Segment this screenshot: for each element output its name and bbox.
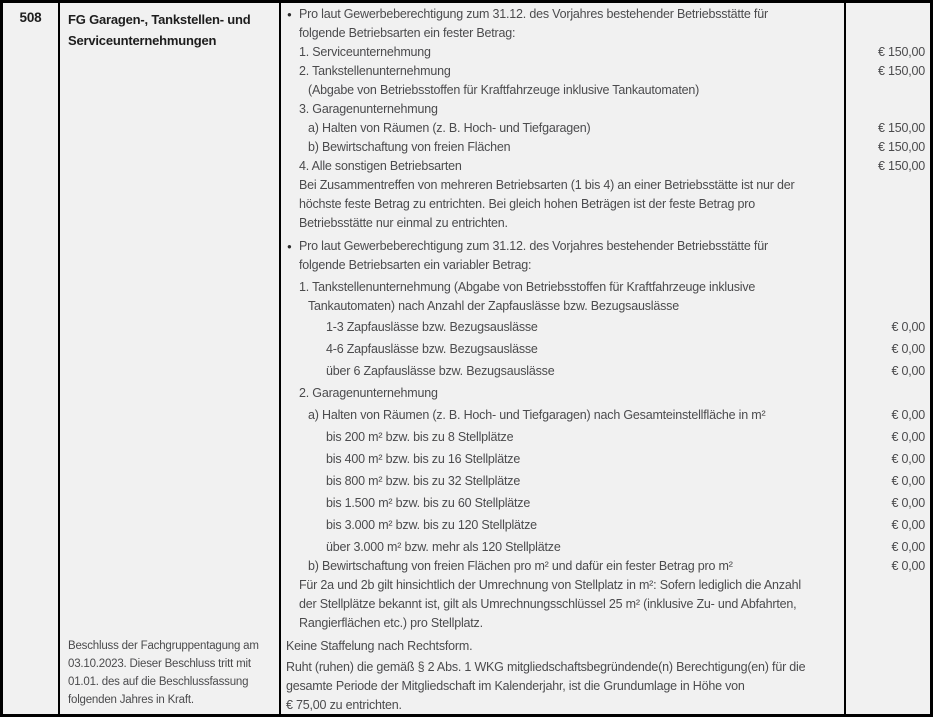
amount-value: € 0,00 xyxy=(891,364,925,378)
content-line xyxy=(281,494,930,513)
content-line-text: bis 200 m² bzw. bis zu 8 Stellplätze xyxy=(326,430,514,444)
amount-value: € 0,00 xyxy=(891,320,925,334)
amount-value: € 0,00 xyxy=(891,518,925,532)
content-line-text: b) Bewirtschaftung von freien Flächen xyxy=(308,140,511,154)
amount-value: € 0,00 xyxy=(891,559,925,573)
position-number-cell xyxy=(3,3,60,714)
content-line xyxy=(281,119,930,138)
position-number: 508 xyxy=(19,10,42,25)
content-line-text: € 75,00 zu entrichten. xyxy=(286,698,402,712)
content-line-text: Ruht (ruhen) die gemäß § 2 Abs. 1 WKG mitgliedschaftsbegründende(n) Berechtigung(en) für die xyxy=(286,660,806,674)
content-line xyxy=(281,43,930,62)
content-line-text: a) Halten von Räumen (z. B. Hoch- und Tiefgaragen) xyxy=(308,121,591,135)
content-line xyxy=(281,677,930,696)
content-line-text: 1. Tankstellenunternehmung (Abgabe von Betriebsstoffen für Kraftfahrzeuge inklusive xyxy=(299,280,756,294)
content-line xyxy=(281,278,930,297)
content-line-text: a) Halten von Räumen (z. B. Hoch- und Tiefgaragen) nach Gesamteinstellfläche in m² xyxy=(308,408,766,422)
amount-value: € 0,00 xyxy=(891,430,925,444)
group-title-line: Serviceunternehmungen xyxy=(68,33,217,48)
content-line xyxy=(281,5,930,24)
content-line-text: gesamte Periode der Mitgliedschaft im Kalenderjahr, ist die Grundumlage in Höhe von xyxy=(286,679,745,693)
content-line-text: über 3.000 m² bzw. mehr als 120 Stellplätze xyxy=(326,540,561,554)
content-line-text: (Abgabe von Betriebsstoffen für Kraftfahrzeuge inklusive Tankautomaten) xyxy=(308,83,700,97)
content-line xyxy=(281,24,930,43)
content-line-text: Keine Staffelung nach Rechtsform. xyxy=(286,639,473,653)
content-line-text: Für 2a und 2b gilt hinsichtlich der Umrechnung von Stellplatz in m²: Sofern lediglich die Anzahl xyxy=(299,578,801,592)
amount-value: € 0,00 xyxy=(891,452,925,466)
content-line-text: Betriebsstätte nur einmal zu entrichten. xyxy=(299,216,508,230)
amount-value: € 150,00 xyxy=(877,121,925,135)
amount-value: € 0,00 xyxy=(891,540,925,554)
content-line xyxy=(281,62,930,81)
content-line xyxy=(281,595,930,614)
content-line xyxy=(281,557,930,576)
content-line-text: 1-3 Zapfauslässe bzw. Bezugsauslässe xyxy=(326,320,538,334)
content-line xyxy=(281,384,930,403)
decision-note xyxy=(68,637,271,709)
content-line xyxy=(281,176,930,195)
content-line-text: 4-6 Zapfauslässe bzw. Bezugsauslässe xyxy=(326,342,538,356)
content-line xyxy=(281,297,930,316)
decision-note-line: folgenden Jahres in Kraft. xyxy=(68,694,194,706)
content-line xyxy=(281,516,930,535)
content-line-text: ● Pro laut Gewerbeberechtigung zum 31.12. des Vorjahres bestehender Betriebsstätte für xyxy=(281,5,846,24)
content-line-text: 2. Garagenunternehmung xyxy=(299,386,438,400)
decision-note-line: Beschluss der Fachgruppentagung am xyxy=(68,640,259,652)
content-line-text: Rangierflächen etc.) pro Stellplatz. xyxy=(299,616,483,630)
bullet-icon: ● xyxy=(287,10,292,19)
content-line xyxy=(281,450,930,469)
content-line xyxy=(281,256,930,275)
content-line xyxy=(281,472,930,491)
content-line-text: über 6 Zapfauslässe bzw. Bezugsauslässe xyxy=(326,364,555,378)
amount-value: € 0,00 xyxy=(891,496,925,510)
content-line xyxy=(281,696,930,715)
content-line-text: folgende Betriebsarten ein variabler Betrag: xyxy=(299,258,532,272)
content-line-text: bis 400 m² bzw. bis zu 16 Stellplätze xyxy=(326,452,521,466)
content-line xyxy=(281,138,930,157)
content-line-text: 3. Garagenunternehmung xyxy=(299,102,438,116)
content-line-text: der Stellplätze bekannt ist, gilt als Umrechnungsschlüssel 25 m² (inklusive Zu- und Abfahrten, xyxy=(299,597,797,611)
content-line xyxy=(281,576,930,595)
content-line-text: 2. Tankstellenunternehmung xyxy=(299,64,451,78)
content-line xyxy=(281,362,930,381)
content-line-text: 4. Alle sonstigen Betriebsarten xyxy=(299,159,462,173)
content-rows xyxy=(281,5,930,715)
content-line xyxy=(281,157,930,176)
content-line xyxy=(281,214,930,233)
content-line xyxy=(281,406,930,425)
content-line-text: Tankautomaten) nach Anzahl der Zapfauslässe bzw. Bezugsauslässe xyxy=(308,299,679,313)
decision-note-line: 03.10.2023. Dieser Beschluss tritt mit xyxy=(68,658,251,670)
content-line-text: 1. Serviceunternehmung xyxy=(299,45,431,59)
bullet-icon: ● xyxy=(287,242,292,251)
content-line xyxy=(281,195,930,214)
content-line xyxy=(281,100,930,119)
content-line xyxy=(281,658,930,677)
content-line-text: folgende Betriebsarten ein fester Betrag: xyxy=(299,26,516,40)
content-line-text: bis 3.000 m² bzw. bis zu 120 Stellplätze xyxy=(326,518,537,532)
content-line-text: b) Bewirtschaftung von freien Flächen pro m² und dafür ein fester Betrag pro m² xyxy=(308,559,733,573)
content-line xyxy=(281,318,930,337)
group-title-line: FG Garagen-, Tankstellen- und xyxy=(68,12,251,27)
amount-value: € 150,00 xyxy=(877,64,925,78)
content-line xyxy=(281,637,930,656)
content-line-text: bis 800 m² bzw. bis zu 32 Stellplätze xyxy=(326,474,521,488)
content-line xyxy=(281,614,930,633)
amount-value: € 150,00 xyxy=(877,45,925,59)
amount-value: € 150,00 xyxy=(877,140,925,154)
decision-note-line: 01.01. des auf die Beschlussfassung xyxy=(68,676,249,688)
amount-value: € 0,00 xyxy=(891,474,925,488)
content-line xyxy=(281,340,930,359)
group-title-cell xyxy=(60,3,281,714)
content-line-text: höchste feste Betrag zu entrichten. Bei gleich hohen Beträgen ist der feste Betrag pro xyxy=(299,197,756,211)
content-line xyxy=(281,237,930,256)
content-line-text: ● Pro laut Gewerbeberechtigung zum 31.12. des Vorjahres bestehender Betriebsstätte für xyxy=(281,237,846,256)
amount-value: € 150,00 xyxy=(877,159,925,173)
content-line-text: bis 1.500 m² bzw. bis zu 60 Stellplätze xyxy=(326,496,531,510)
content-line xyxy=(281,81,930,100)
content-line xyxy=(281,538,930,557)
content-cell xyxy=(281,3,930,714)
amount-value: € 0,00 xyxy=(891,408,925,422)
content-line xyxy=(281,428,930,447)
group-title xyxy=(68,9,271,51)
content-line-text: Bei Zusammentreffen von mehreren Betriebsarten (1 bis 4) an einer Betriebsstätte ist nur der xyxy=(299,178,795,192)
amount-value: € 0,00 xyxy=(891,342,925,356)
